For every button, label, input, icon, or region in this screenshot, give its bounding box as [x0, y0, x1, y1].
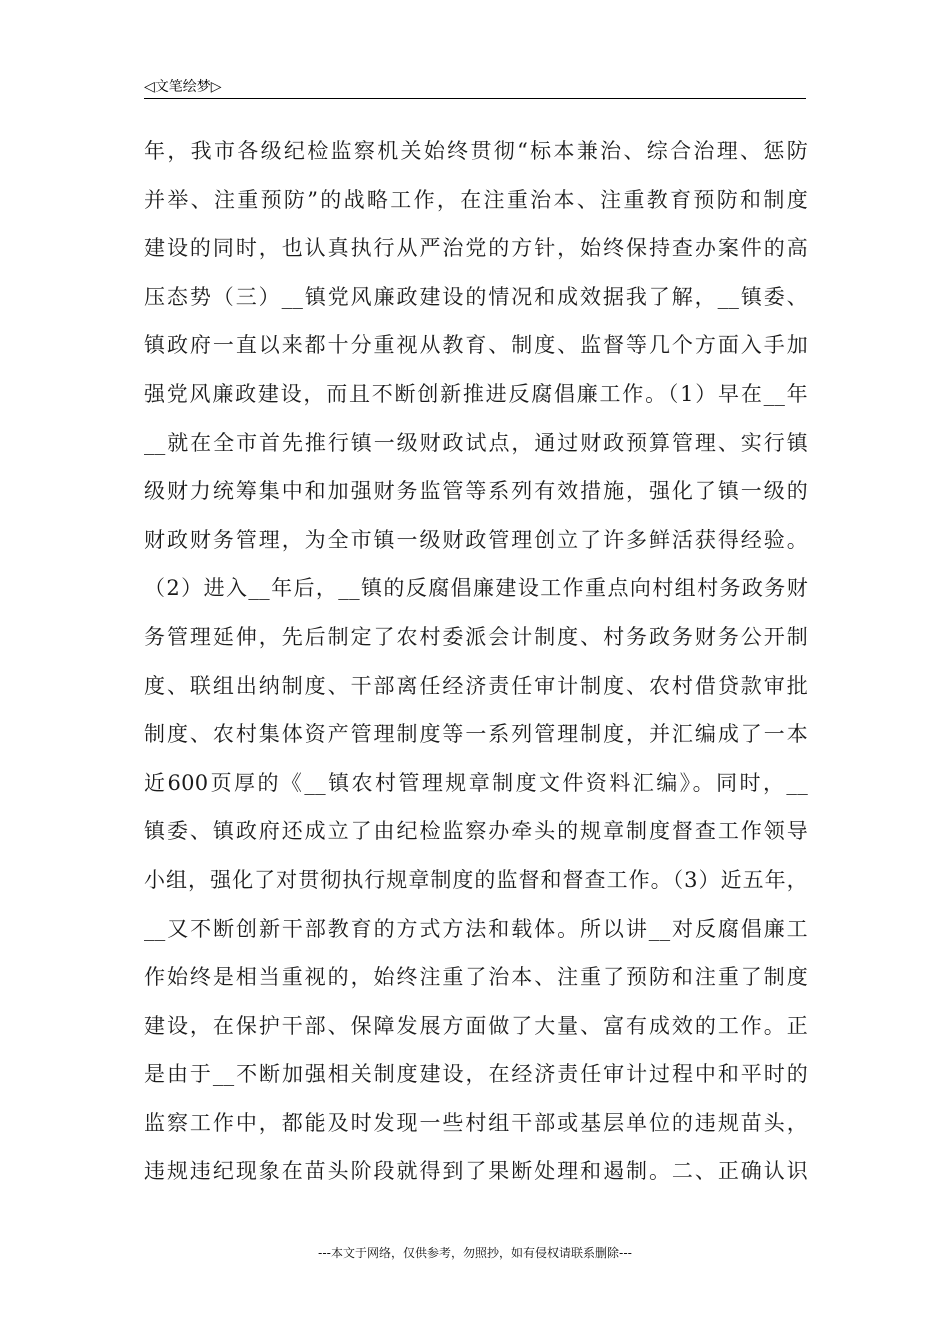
text-line: 建设，在保护干部、保障发展方面做了大量、富有成效的工作。正 — [144, 1013, 808, 1038]
text-line: 是由于__不断加强相关制度建设，在经济责任审计过程中和平时的 — [144, 1062, 808, 1087]
text-line: 近600页厚的《__镇农村管理规章制度文件资料汇编》。同时，__ — [144, 770, 808, 795]
text-line: 年，我市各级纪检监察机关始终贯彻“标本兼治、综合治理、惩防 — [144, 139, 808, 163]
document-body — [144, 127, 808, 1196]
text-line: 作始终是相当重视的，始终注重了治本、注重了预防和注重了制度 — [144, 965, 808, 990]
text-line: 镇政府一直以来都十分重视从教育、制度、监督等几个方面入手加 — [144, 333, 808, 358]
page-footer: ---本文于网络，仅供参考，勿照抄，如有侵权请联系删除--- — [318, 1246, 632, 1260]
text-line: 财政财务管理，为全市镇一级财政管理创立了许多鲜活获得经验。 — [144, 527, 808, 552]
text-line: （2）进入__年后，__镇的反腐倡廉建设工作重点向村组村务政务财 — [144, 576, 808, 601]
text-line: 并举、注重预防”的战略工作，在注重治本、注重教育预防和制度 — [144, 187, 808, 212]
text-line: 小组，强化了对贯彻执行规章制度的监督和督查工作。（3）近五年， — [144, 867, 808, 892]
text-line: 监察工作中，都能及时发现一些村组干部或基层单位的违规苗头， — [144, 1110, 808, 1135]
text-line: 镇委、镇政府还成立了由纪检监察办牵头的规章制度督查工作领导 — [144, 819, 808, 844]
text-line: 建设的同时，也认真执行从严治党的方针，始终保持查办案件的高 — [144, 236, 808, 261]
text-line: 强党风廉政建设，而且不断创新推进反腐倡廉工作。（1）早在__年 — [144, 381, 808, 406]
header-title: ◁文笔绘梦▷ — [144, 79, 222, 95]
text-line: 务管理延伸，先后制定了农村委派会计制度、村务政务财务公开制 — [144, 624, 808, 649]
text-line: __又不断创新干部教育的方式方法和载体。所以讲__对反腐倡廉工 — [144, 916, 808, 941]
page-header — [144, 70, 806, 99]
text-line: __就在全市首先推行镇一级财政试点，通过财政预算管理、实行镇 — [144, 430, 808, 455]
text-line: 级财力统筹集中和加强财务监管等系列有效措施，强化了镇一级的 — [144, 479, 808, 504]
text-line: 压态势（三）__镇党风廉政建设的情况和成效据我了解，__镇委、 — [144, 284, 808, 309]
text-line: 违规违纪现象在苗头阶段就得到了果断处理和遏制。二、正确认识 — [144, 1159, 808, 1184]
text-line: 度、联组出纳制度、干部离任经济责任审计制度、农村借贷款审批 — [144, 673, 808, 698]
text-line: 制度、农村集体资产管理制度等一系列管理制度，并汇编成了一本 — [144, 722, 808, 747]
